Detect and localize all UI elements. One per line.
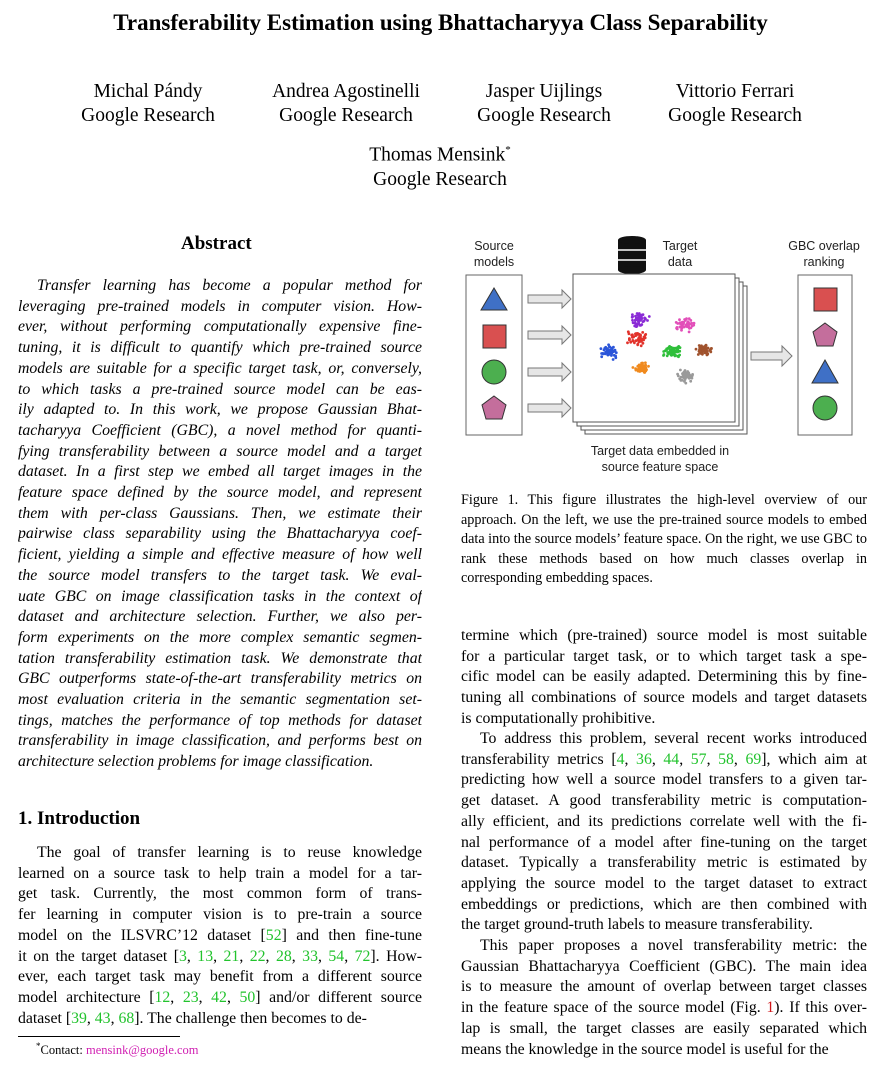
- scatter-point: [690, 376, 693, 379]
- text-line: it on the target dataset [3, 13, 21, 22, 28, 33, 54, 72]. How-: [18, 947, 422, 965]
- scatter-point: [689, 380, 692, 383]
- footnote-rule: [18, 1036, 180, 1037]
- citation-link[interactable]: 54: [328, 947, 345, 965]
- scatter-point: [681, 379, 684, 382]
- text-line: The goal of transfer learning is to reuse knowledge: [37, 844, 422, 861]
- figure-ref-link[interactable]: 1: [766, 999, 775, 1017]
- square-model-icon: [814, 288, 837, 311]
- scatter-point: [638, 312, 641, 315]
- citation-link[interactable]: 57: [690, 750, 707, 768]
- text-line: means the knowledge in the source model is useful for the: [461, 1040, 829, 1058]
- label-source-models-2: models: [473, 255, 515, 269]
- author-block: [246, 80, 446, 128]
- scatter-point: [675, 327, 678, 330]
- scatter-point: [632, 366, 635, 369]
- text-line: ever, each target task may benefit from a different source: [18, 968, 422, 986]
- scatter-point: [695, 348, 698, 351]
- abstract-heading: Abstract: [181, 233, 252, 254]
- scatter-point: [644, 366, 647, 369]
- citation-link[interactable]: 52: [265, 926, 282, 944]
- arrow-icon: [528, 363, 571, 381]
- scatter-point: [607, 352, 610, 355]
- text-line: ily adapted to. In this work, we propose Gaussian Bhat-: [18, 401, 422, 419]
- text-line: applying the source model to the target dataset to extract: [461, 874, 867, 892]
- scatter-point: [676, 355, 679, 358]
- label-target-data-1: Target: [662, 239, 698, 253]
- abstract-body: [18, 276, 422, 773]
- scatter-point: [670, 352, 673, 355]
- author-name: Vittorio Ferrari: [675, 81, 795, 102]
- scatter-point: [680, 329, 683, 332]
- citation-link[interactable]: 44: [663, 750, 680, 768]
- scatter-point: [643, 320, 646, 323]
- text-line: transferability metrics [4, 36, 44, 57, 58, 69], which aim at: [461, 750, 867, 768]
- citation-link[interactable]: 50: [239, 988, 256, 1006]
- scatter-point: [614, 349, 617, 352]
- scatter-point: [682, 321, 685, 324]
- scatter-point: [691, 373, 694, 376]
- text-line: tation transferability estimation task. We demonstrate that: [18, 649, 422, 667]
- scatter-point: [638, 364, 641, 367]
- citation-link[interactable]: 3: [178, 947, 187, 965]
- author-block: [635, 80, 835, 128]
- citation-link[interactable]: 33: [302, 947, 318, 965]
- scatter-point: [697, 353, 700, 356]
- text-line: feature space defined by the source model, and represent: [18, 484, 422, 502]
- text-line: is to measure the amount of overlap between target classes: [461, 978, 867, 996]
- scatter-point: [638, 369, 641, 372]
- text-line: tings, matches the performance of top methods for dataset: [18, 711, 422, 729]
- citation-link[interactable]: 4: [616, 750, 625, 768]
- scatter-point: [612, 358, 615, 361]
- text-line: the source model transfers to the target task. We eval-: [18, 566, 422, 584]
- text-line: leveraging pre-trained models in computer vision. How-: [18, 297, 422, 315]
- label-ranking-1: GBC overlap: [788, 239, 860, 253]
- scatter-point: [690, 322, 693, 325]
- text-line: the target ground-truth labels to measure transferability.: [461, 916, 813, 934]
- scatter-point: [600, 355, 603, 358]
- scatter-point: [684, 382, 687, 385]
- text-line: fer learning in computer vision is to pre-train a source: [18, 906, 422, 924]
- scatter-point: [710, 348, 713, 351]
- scatter-point: [637, 321, 640, 324]
- scatter-point: [688, 317, 691, 320]
- introduction-body: [18, 843, 422, 1029]
- citation-link[interactable]: 22: [249, 947, 266, 965]
- scatter-point: [679, 346, 682, 349]
- author-footnote-mark: *: [505, 144, 511, 156]
- text-line: This paper proposes a novel transferability metric: the: [480, 937, 867, 954]
- scatter-point: [641, 362, 644, 365]
- text-line: to which tasks a pre-trained source model can be eas-: [18, 380, 422, 398]
- database-icon: [618, 236, 646, 274]
- author-affiliation: Google Research: [81, 105, 215, 126]
- scatter-point: [631, 319, 634, 322]
- label-source-models-1: Source: [474, 239, 514, 253]
- scatter-point: [600, 347, 603, 350]
- circle-model-icon: [813, 396, 837, 420]
- scatter-point: [699, 352, 702, 355]
- scatter-point: [636, 343, 639, 346]
- citation-link[interactable]: 42: [211, 988, 227, 1006]
- author-name: Michal Pándy: [93, 81, 203, 102]
- author-affiliation: Google Research: [477, 105, 611, 126]
- scatter-point: [600, 352, 603, 355]
- figure-1-diagram: [462, 232, 872, 480]
- citation-link[interactable]: 68: [118, 1009, 135, 1027]
- text-line: lap is small, the target classes are easily separated which: [461, 1019, 867, 1037]
- scatter-point: [699, 348, 702, 351]
- arrow-icon: [528, 399, 571, 417]
- text-line: model on the ILSVRC’12 dataset [52] and then fine-tune: [18, 926, 422, 944]
- scatter-point: [640, 344, 643, 347]
- text-line: Gaussian Bhattacharyya Coefficient (GBC). The main idea: [461, 957, 867, 975]
- scatter-point: [634, 321, 637, 324]
- author-affiliation: Google Research: [668, 105, 802, 126]
- scatter-point: [614, 355, 617, 358]
- scatter-point: [644, 337, 647, 340]
- scatter-point: [626, 341, 629, 344]
- text-line: learned on a source task to help train a model for a tar-: [18, 864, 422, 882]
- scatter-point: [610, 354, 613, 357]
- right-column-paragraph-2: [461, 729, 867, 936]
- text-line: ally efficient, and its predictions correlate well with the fi-: [461, 812, 867, 830]
- author-block: [444, 80, 644, 128]
- text-line: ficient, yielding a simple and effective measure of how well: [18, 546, 422, 564]
- text-line: termine which (pre-trained) source model is most suitable: [461, 627, 867, 644]
- scatter-point: [627, 330, 630, 333]
- text-line: for a particular target task, or to which target task a spe-: [461, 647, 867, 665]
- arrow-icon: [751, 346, 792, 366]
- text-line: transferability in image classification, and performs best on: [18, 732, 422, 750]
- author-name: Thomas Mensink: [369, 144, 506, 166]
- citation-link[interactable]: 23: [182, 988, 199, 1006]
- text-line: tacharyya Coefficient (GBC), a novel method for quanti-: [18, 421, 422, 439]
- introduction-heading: 1. Introduction: [18, 808, 141, 829]
- scatter-point: [636, 325, 639, 328]
- footnote: [36, 1041, 199, 1058]
- right-column-paragraph-1: [461, 626, 867, 730]
- author-name: Jasper Uijlings: [485, 81, 603, 102]
- text-line: To address this problem, several recent works introduced: [480, 730, 867, 747]
- text-line: model architecture [12, 23, 42, 50] and/or different source: [18, 988, 422, 1006]
- citation-link[interactable]: 36: [636, 750, 652, 768]
- label-ranking-2: ranking: [803, 255, 845, 269]
- author-affiliation: Google Research: [373, 168, 507, 190]
- author-block: [48, 80, 248, 128]
- text-line: get task. Currently, the most common form of trans-: [18, 885, 422, 903]
- paper-title: Transferability Estimation using Bhattacharyya Class Separability: [113, 10, 768, 35]
- citation-link[interactable]: 69: [745, 750, 762, 768]
- scatter-point: [678, 318, 681, 321]
- scatter-point: [641, 338, 644, 341]
- label-target-data-2: data: [667, 255, 693, 269]
- scatter-point: [643, 371, 646, 374]
- scatter-point: [644, 369, 647, 372]
- text-line: models are suitable for a specific target task, or, conversely,: [18, 359, 422, 377]
- text-line: them with per-class Gaussians. Then, we estimate their: [18, 504, 422, 522]
- author-block: [340, 138, 540, 192]
- scatter-point: [700, 344, 703, 347]
- author-affiliation: Google Research: [279, 105, 413, 126]
- scatter-point: [644, 333, 647, 336]
- contact-email-link[interactable]: mensink@google.com: [85, 1043, 199, 1058]
- scatter-point: [604, 346, 607, 349]
- citation-link[interactable]: 28: [275, 947, 292, 965]
- scatter-point: [663, 353, 666, 356]
- text-line: dataset and architecture selection. Further, we also per-: [18, 608, 422, 626]
- footnote-label: Contact:: [40, 1043, 86, 1058]
- text-line: tuning all combinations of source models and target datasets: [461, 689, 867, 707]
- text-line: is computationally prohibitive.: [461, 709, 656, 727]
- scatter-point: [686, 374, 689, 377]
- citation-link[interactable]: 13: [197, 947, 214, 965]
- text-line: pairwise class separability using the Bhattacharyya coef-: [18, 525, 422, 543]
- text-line: fying transferability between a source model and a target: [18, 442, 422, 460]
- author-name: Andrea Agostinelli: [272, 81, 420, 102]
- arrow-icon: [528, 290, 571, 308]
- text-line: nal performance of a model after fine-tuning on the target: [461, 833, 867, 851]
- text-line: dataset [39, 43, 68]. The challenge then becomes to de-: [18, 1009, 367, 1027]
- label-embedded-1: Target data embedded in: [590, 444, 730, 458]
- scatter-point: [642, 313, 645, 316]
- scatter-point: [679, 369, 682, 372]
- scatter-point: [638, 335, 641, 338]
- citation-link[interactable]: 72: [354, 947, 371, 965]
- text-line: tuning, it is difficult to quantify which pre-trained source: [18, 339, 422, 357]
- scatter-point: [706, 350, 709, 353]
- citation-link[interactable]: 43: [94, 1009, 111, 1027]
- scatter-point: [648, 315, 651, 318]
- text-line: most evaluation criteria in the semantic segmentation set-: [18, 691, 422, 709]
- scatter-point: [691, 325, 694, 328]
- scatter-point: [635, 339, 638, 342]
- text-line: ever, without performing computationally expensive fine-: [18, 318, 422, 336]
- scatter-point: [644, 317, 647, 320]
- scatter-point: [677, 375, 680, 378]
- text-line: in the feature space of the source model (Fig. 1). If this over-: [461, 999, 867, 1017]
- right-column-paragraph-3: [461, 936, 867, 1060]
- text-line: Transfer learning has become a popular method for: [37, 277, 422, 294]
- scatter-point: [608, 346, 611, 349]
- scatter-point: [662, 350, 665, 353]
- citation-link[interactable]: 58: [718, 750, 734, 768]
- text-line: dataset. In a first step we embed all target images in the: [18, 463, 422, 481]
- scatter-point: [702, 349, 705, 352]
- scatter-point: [635, 369, 638, 372]
- scatter-point: [640, 323, 643, 326]
- circle-model-icon: [482, 360, 506, 384]
- scatter-point: [640, 317, 643, 320]
- scatter-point: [642, 342, 645, 345]
- text-line: predicting how well a source model transfers to a given tar-: [461, 771, 867, 789]
- scatter-point: [628, 339, 631, 342]
- scatter-point: [688, 331, 691, 334]
- figure-1-caption: Figure 1. This figure illustrates the high-level overview of our approach. On the left, we use the pre-trained source models to embed data into the source models’ feature space. On the right, we use GBC to rank these methods based on how much classes overlap in corresponding embedding spaces.: [461, 492, 867, 587]
- scatter-point: [608, 349, 611, 352]
- scatter-point: [703, 345, 706, 348]
- scatter-point: [666, 351, 669, 354]
- citation-link[interactable]: 21: [223, 947, 240, 965]
- footnote-mark: *: [36, 1041, 41, 1051]
- scatter-point: [676, 348, 679, 351]
- scatter-point: [678, 350, 681, 353]
- scatter-point: [631, 315, 634, 318]
- scatter-point: [672, 348, 675, 351]
- text-line: cific model can be easily adapted. Determining this by fine-: [461, 668, 867, 686]
- scatter-point: [632, 335, 635, 338]
- citation-link[interactable]: 12: [154, 988, 171, 1006]
- text-line: architecture selection problems for image classification.: [18, 753, 374, 771]
- text-line: dataset. Typically a transferability metric is estimated by: [461, 854, 867, 872]
- label-embedded-2: source feature space: [601, 460, 719, 474]
- text-line: embeddings or predictions, which are then combined with: [461, 895, 867, 913]
- square-model-icon: [483, 325, 506, 348]
- text-line: GBC outperforms state-of-the-art transferability metrics on: [18, 670, 422, 688]
- scatter-point: [685, 324, 688, 327]
- scatter-point: [641, 365, 644, 368]
- scatter-point: [637, 338, 640, 341]
- scatter-point: [641, 331, 644, 334]
- text-line: uate GBC on image classification tasks in the context of: [18, 587, 422, 605]
- scatter-point: [603, 349, 606, 352]
- citation-link[interactable]: 39: [71, 1009, 87, 1027]
- text-line: form experiments on the more complex semantic segmen-: [18, 628, 422, 646]
- text-line: get dataset. A good transferability metric is computation-: [461, 792, 867, 810]
- scatter-point: [680, 376, 683, 379]
- scatter-point: [681, 326, 684, 329]
- scatter-point: [644, 361, 647, 364]
- scatter-point: [669, 350, 672, 353]
- scatter-point: [647, 365, 650, 368]
- scatter-point: [668, 346, 671, 349]
- arrow-icon: [528, 326, 571, 344]
